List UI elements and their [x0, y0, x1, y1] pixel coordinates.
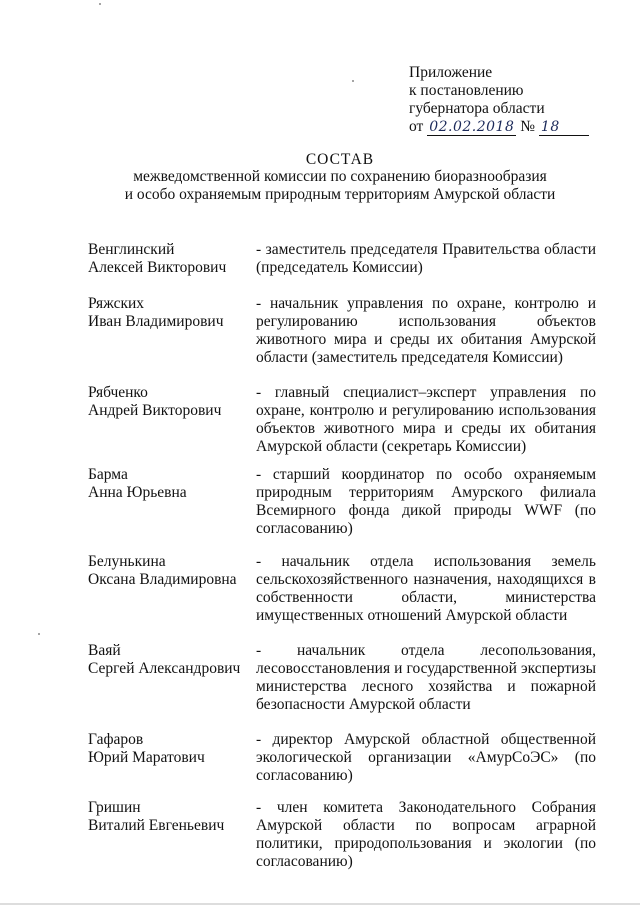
member-surname: Ряжских [88, 295, 145, 312]
member-given-name: Сергей Александрович [88, 660, 241, 677]
subtitle-line-2: и особо охраняемым природным территориям Амурской области [124, 186, 556, 203]
member-surname: Гафаров [88, 731, 144, 748]
document-title: СОСТАВ [305, 151, 375, 168]
appendix-line-1: Приложение [409, 64, 493, 81]
member-name [88, 642, 263, 678]
member-given-name: Оксана Владимировна [88, 571, 237, 588]
member-role: - главный специалист–эксперт управления по охране, контролю и регулированию использования объектов животного мира и среды их обитания Амурской области (секретарь Комиссии) [256, 384, 596, 455]
appendix-line-2: к постановлению [409, 82, 524, 99]
member-given-name: Алексей Викторович [88, 259, 227, 276]
member-given-name: Виталий Евгеньевич [88, 817, 225, 834]
appendix-block [409, 64, 609, 136]
subtitle-line-1: межведомственной комиссии по сохранению биоразнообразия [133, 168, 547, 185]
member-name [88, 466, 263, 502]
member-surname: Венглинский [88, 241, 175, 258]
appendix-date-line [409, 118, 609, 136]
member-name [88, 553, 263, 589]
member-given-name: Юрий Маратович [88, 749, 205, 766]
member-name [88, 799, 263, 835]
appendix-line-3: губернатора области [409, 100, 545, 117]
member-name [88, 731, 263, 767]
scan-speck [352, 80, 354, 82]
member-role: - старший координатор по особо охраняемым природным территориям Амурского филиала Всемирного фонда дикой природы WWF (по согласованию) [256, 466, 596, 537]
member-name [88, 241, 263, 277]
member-given-name: Иван Владимирович [88, 313, 224, 330]
date-value: 02.02.2018 [429, 119, 515, 135]
number-value: 18 [539, 120, 589, 136]
member-given-name: Андрей Викторович [88, 402, 222, 419]
member-role: - член комитета Законодательного Собрания Амурской области по вопросам аграрной политики, природопользования и экологии (по согласованию) [256, 799, 596, 870]
member-surname: Белунькина [88, 553, 166, 570]
member-surname: Гришин [88, 799, 141, 816]
member-surname: Ваяй [88, 642, 121, 659]
member-name [88, 295, 263, 331]
member-surname: Барма [88, 466, 128, 483]
member-role: - заместитель председателя Правительства области (председатель Комиссии) [256, 241, 596, 276]
member-role: - начальник отдела лесопользования, лесовосстановления и государственной экспертизы министерства лесного хозяйства и пожарной безопасности Амурской области [256, 642, 596, 713]
member-role: - директор Амурской областной общественной экологической организации «АмурСоЭС» (по согласованию) [256, 731, 596, 784]
date-prefix: от [409, 118, 424, 135]
member-surname: Рябченко [88, 384, 148, 401]
document-subtitle [90, 168, 590, 204]
member-role: - начальник управления по охране, контролю и регулированию использования объектов животного мира и среды их обитания Амурской области (заместитель председателя Комиссии) [256, 295, 596, 366]
member-role: - начальник отдела использования земель сельскохозяйственного назначения, находящихся в собственности области, министерства имущественных отношений Амурской области [256, 553, 596, 624]
scan-speck [38, 633, 40, 635]
member-name [88, 384, 263, 420]
scan-speck [99, 3, 101, 5]
number-prefix: № [520, 118, 536, 135]
member-given-name: Анна Юрьевна [88, 484, 187, 501]
